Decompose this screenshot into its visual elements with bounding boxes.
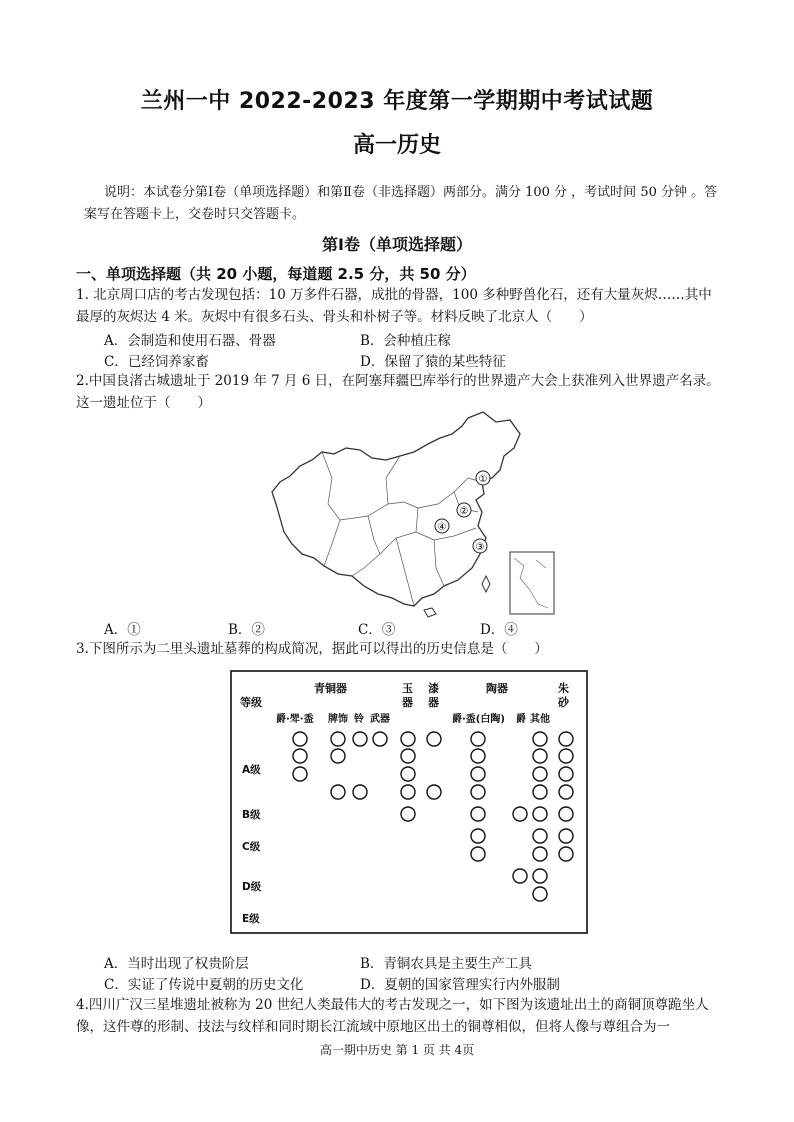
table-sub-ornament: 牌饰 bbox=[328, 714, 348, 725]
table-col-lacquer-1: 漆 bbox=[428, 682, 439, 695]
q1-option-c: C．已经饲养家畜 bbox=[104, 354, 209, 370]
table-col-level: 等级 bbox=[240, 696, 262, 709]
table-group-pottery: 陶器 bbox=[486, 682, 508, 695]
table-col-lacquer-2: 器 bbox=[428, 696, 439, 709]
question-1-stem: 1. 北京周口店的考古发现包括：10 万多件石器，成批的骨器，100 多种野兽化石，还有大量灰烬……其中最厚的灰烬达 4 米。灰烬中有很多石头、骨头和朴树子等。材料反映了北京人（ ） bbox=[76, 287, 712, 325]
q2-option-c: C．③ bbox=[358, 622, 396, 638]
map-label-2: ② bbox=[459, 506, 469, 517]
q3-option-a: A．当时出现了权贵阶层 bbox=[104, 956, 249, 972]
exam-subject: 高一历史 bbox=[352, 133, 441, 158]
table-col-jade-1: 玉 bbox=[402, 682, 413, 695]
question-4-stem: 4.四川广汉三星堆遗址被称为 20 世纪人类最伟大的考古发现之一，如下图为该遗址出土的商铜顶尊跪坐人像，这件尊的形制、技法与纹样和同时期长江流域中原地区出土的铜尊相似，但将人像与尊组合为一 bbox=[76, 997, 709, 1035]
map-label-4: ④ bbox=[437, 522, 447, 533]
exam-title: 兰州一中 2022-2023 年度第一学期期中考试试题 bbox=[140, 89, 654, 114]
q3-option-b: B．青铜农具是主要生产工具 bbox=[360, 956, 532, 972]
q1-option-a: A．会制造和使用石器、骨器 bbox=[104, 333, 276, 349]
q1-option-b: B．会种植庄稼 bbox=[360, 333, 451, 349]
table-row-d: D级 bbox=[242, 881, 262, 893]
section-heading: 第Ⅰ卷（单项选择题） bbox=[322, 235, 472, 254]
table-row-a: A级 bbox=[242, 764, 261, 776]
q2-option-b: B．② bbox=[228, 622, 265, 638]
table-col-cinnabar-2: 砂 bbox=[558, 696, 569, 709]
question-3-stem: 3.下图所示为二里头遗址墓葬的构成简况，据此可以得出的历史信息是（ ） bbox=[76, 641, 548, 657]
table-sub-pottery-c: 其他 bbox=[530, 714, 550, 725]
map-label-3: ③ bbox=[475, 542, 485, 553]
south-china-sea-inset bbox=[510, 552, 554, 614]
part-heading: 一、单项选择题（共 20 小题，每道题 2.5 分，共 50 分） bbox=[76, 265, 476, 283]
q2-option-d: D．④ bbox=[480, 622, 518, 638]
table-col-jade-2: 器 bbox=[402, 696, 413, 709]
q3-option-d: D．夏朝的国家管理实行内外服制 bbox=[360, 977, 560, 993]
table-sub-pottery-a: 爵·盉(白陶) bbox=[452, 714, 505, 725]
exam-instructions: 说明：本试卷分第Ⅰ卷（单项选择题）和第Ⅱ卷（非选择题）两部分。满分 100 分 ，考试时间 50 分钟 。答案写在答题卡上，交卷时只交答题卡。 bbox=[84, 185, 718, 222]
china-map bbox=[268, 408, 568, 618]
table-group-bronze: 青铜器 bbox=[314, 682, 347, 695]
map-label-1: ① bbox=[478, 474, 488, 485]
q3-option-c: C．实证了传说中夏朝的历史文化 bbox=[104, 977, 304, 993]
table-row-c: C级 bbox=[242, 841, 261, 853]
table-sub-pottery-b: 爵 bbox=[516, 714, 526, 725]
china-outline bbox=[272, 412, 520, 606]
table-row-e: E级 bbox=[242, 913, 260, 925]
table-sub-bell: 铃 bbox=[354, 714, 364, 725]
table-sub-weapon: 武器 bbox=[370, 714, 390, 725]
q2-option-a: A．① bbox=[104, 622, 141, 638]
erlitou-tomb-table bbox=[230, 670, 590, 936]
question-2-stem: 2.中国良渚古城遗址于 2019 年 7 月 6 日，在阿塞拜疆巴库举行的世界遗产大会上获准列入世界遗产名录。这一遗址位于（ ） bbox=[76, 373, 720, 411]
table-row-b: B级 bbox=[242, 809, 261, 821]
q1-option-d: D．保留了猿的某些特征 bbox=[360, 354, 506, 370]
page-footer: 高一期中历史 第 1 页 共 4页 bbox=[319, 1043, 475, 1057]
table-col-cinnabar-1: 朱 bbox=[558, 682, 569, 695]
table-sub-vessel: 爵·斝·盉 bbox=[276, 714, 314, 725]
